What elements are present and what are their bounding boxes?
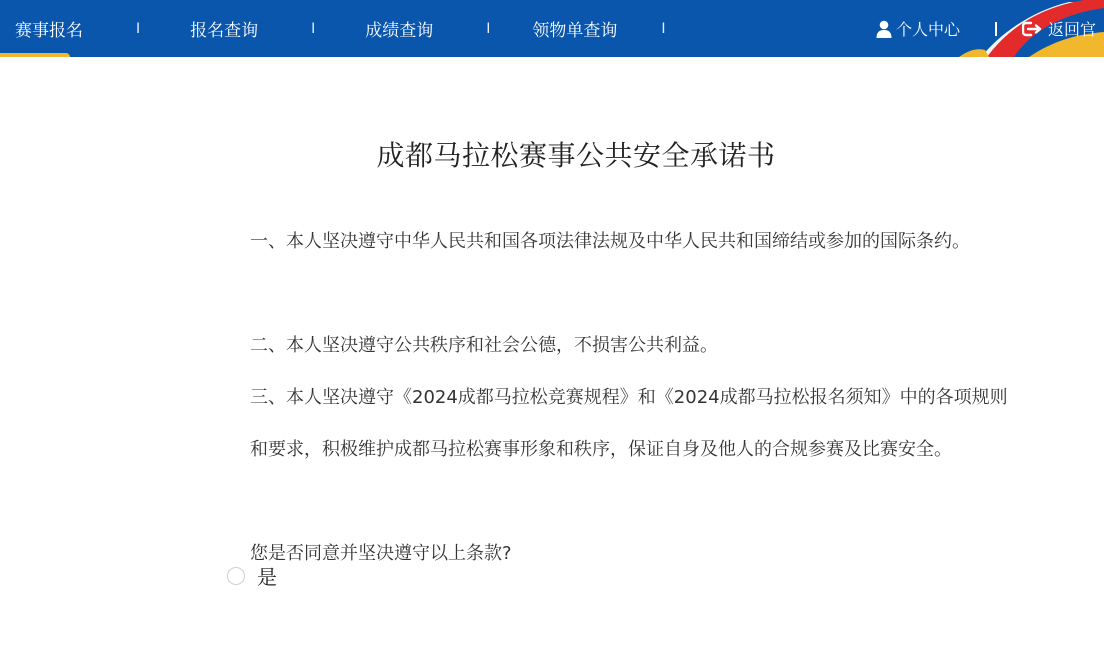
clause-1: 一、本人坚决遵守中华人民共和国各项法律法规及中华人民共和国缔结或参加的国际条约。 <box>250 231 970 252</box>
nav-item-results-query[interactable]: 成绩查询 <box>365 21 434 41</box>
nav-item-registration-query[interactable]: 报名查询 <box>190 21 259 41</box>
radio-label-yes: 是 <box>257 565 277 589</box>
header-right-area <box>864 0 1104 57</box>
agreement-question: 您是否同意并坚决遵守以上条款? <box>250 543 512 564</box>
back-to-official-site-link[interactable] <box>1022 0 1096 57</box>
nav-separator: I <box>661 20 666 37</box>
header-separator <box>995 22 997 36</box>
page-title: 成都马拉松赛事公共安全承诺书 <box>376 139 776 172</box>
user-center-link[interactable] <box>876 0 960 57</box>
return-arrow-icon <box>1022 21 1042 37</box>
clause-2: 二、本人坚决遵守公共秩序和社会公德，不损害公共利益。 <box>250 335 718 356</box>
nav-separator: I <box>486 20 491 37</box>
top-nav-bar <box>0 0 1104 57</box>
main-nav <box>0 0 666 57</box>
user-icon <box>876 20 892 38</box>
agree-yes-option[interactable] <box>227 561 277 590</box>
user-center-label: 个人中心 <box>896 20 961 39</box>
header-accent-stripe <box>0 53 70 57</box>
nav-item-event-registration[interactable]: 赛事报名 <box>15 21 83 41</box>
radio-button-yes[interactable] <box>227 567 245 585</box>
nav-separator: I <box>311 20 316 37</box>
nav-separator: I <box>136 20 141 37</box>
back-link-label: 返回官 <box>1048 20 1097 39</box>
nav-item-pickup-slip-query[interactable]: 领物单查询 <box>532 21 618 41</box>
clause-3: 三、本人坚决遵守《2024成都马拉松竞赛规程》和《2024成都马拉松报名须知》中的各项规则和要求，积极维护成都马拉松赛事形象和秩序，保证自身及他人的合规参赛及比赛安全。 <box>250 387 1008 460</box>
